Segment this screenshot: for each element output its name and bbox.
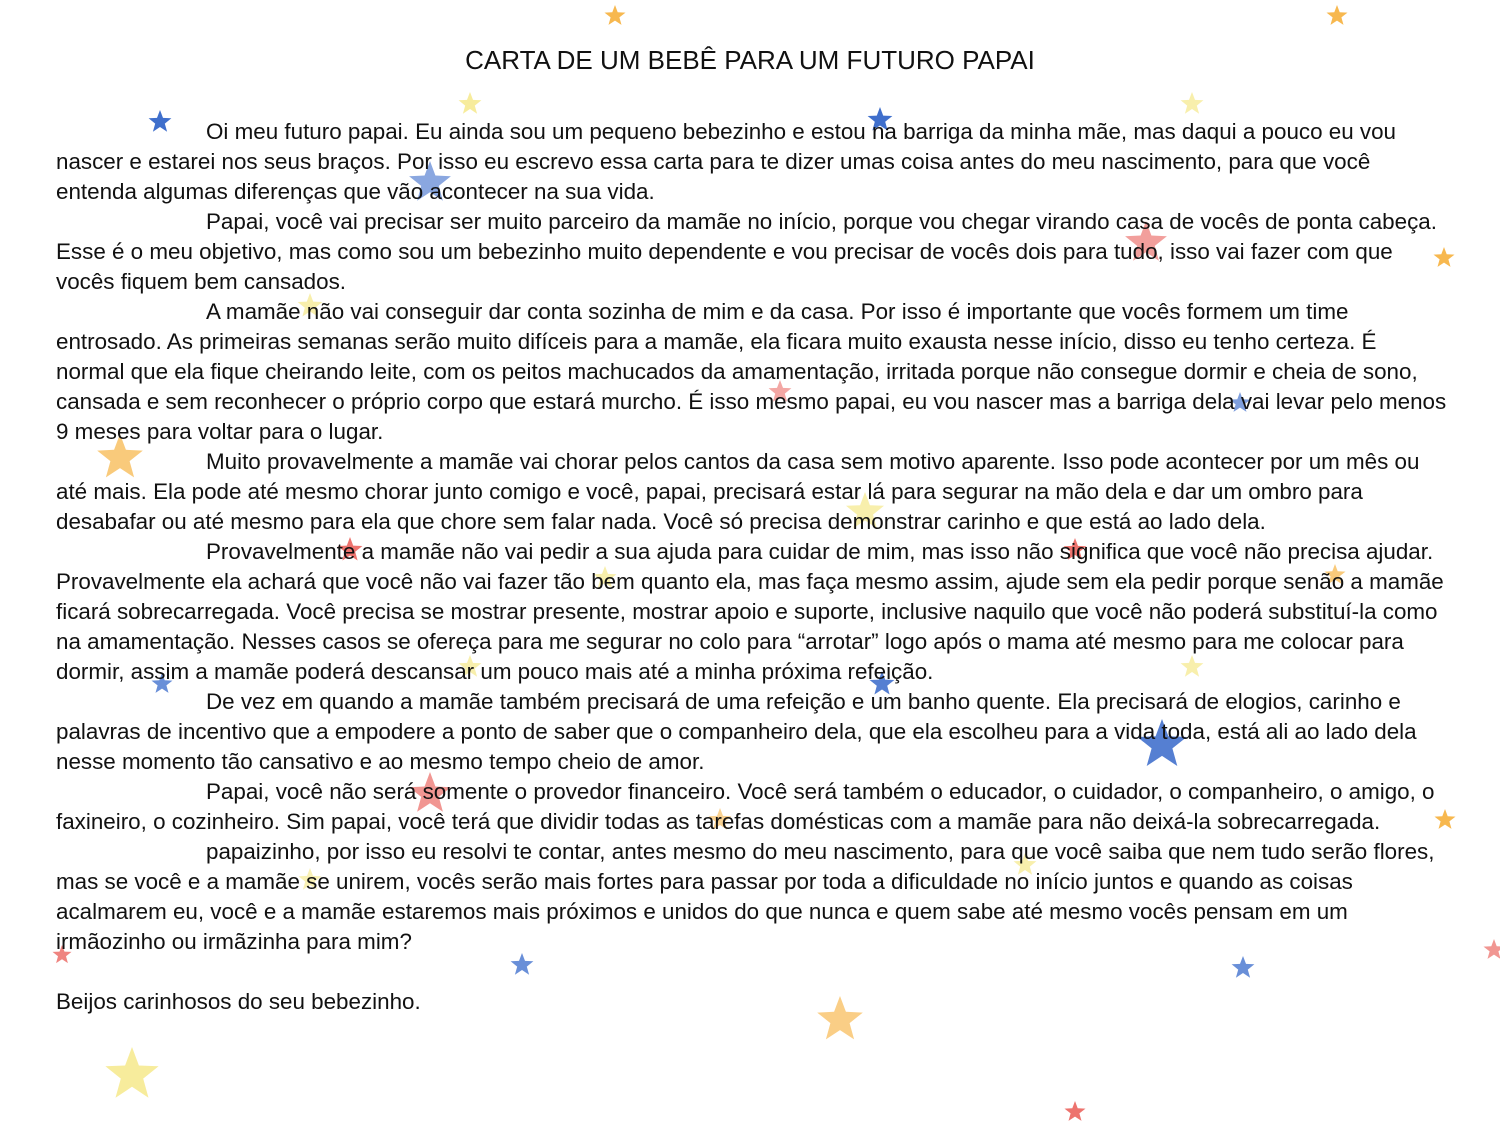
letter-body [56, 117, 1448, 1017]
letter-signoff: Beijos carinhosos do seu bebezinho. [56, 989, 421, 1014]
letter-paragraph: Oi meu futuro papai. Eu ainda sou um pequeno bebezinho e estou na barriga da minha mãe, mas daqui a pouco eu vou nascer e estarei nos seus braços. Por isso eu escrevo essa carta para te dizer umas coisa antes do meu nascimento, para que você entenda algumas diferenças que vão acontecer na sua vida. [56, 119, 1396, 204]
letter-paragraph: Muito provavelmente a mamãe vai chorar pelos cantos da casa sem motivo aparente. Isso pode acontecer por um mês ou até mais. Ela pode até mesmo chorar junto comigo e você, papai, precisará estar lá para segurar na mão dela e dar um ombro para desabafar ou até mesmo para ela que chore sem falar nada. Você só precisa demonstrar carinho e que está ao lado dela. [56, 449, 1420, 534]
letter-paragraph: A mamãe não vai conseguir dar conta sozinha de mim e da casa. Por isso é importante que vocês formem um time entrosado. As primeiras semanas serão muito difíceis para a mamãe, ela ficara muito exausta nesse início, disso eu tenho certeza. É normal que ela fique cheirando leite, com os peitos machucados da amamentação, irritada porque não consegue dormir e cheia de sono, cansada e sem reconhecer o próprio corpo que estará murcho. É isso mesmo papai, eu vou nascer mas a barriga dela vai levar pelo menos 9 meses para voltar para o lugar. [56, 299, 1447, 444]
letter-title: CARTA DE UM BEBÊ PARA UM FUTURO PAPAI [465, 45, 1035, 75]
letter-paragraph: De vez em quando a mamãe também precisará de uma refeição e um banho quente. Ela precisará de elogios, carinho e palavras de incentivo que a empodere a ponto de saber que o companheiro dela, que ela escolheu para a vida toda, está ali ao lado dela nesse momento tão cansativo e ao mesmo tempo cheio de amor. [56, 689, 1417, 774]
letter-paragraph: Papai, você não será somente o provedor financeiro. Você será também o educador, o cuidador, o companheiro, o amigo, o faxineiro, o cozinheiro. Sim papai, você terá que dividir todas as tarefas domésticas com a mamãe para não deixá-la sobrecarregada. [56, 779, 1435, 834]
letter-paragraph: papaizinho, por isso eu resolvi te contar, antes mesmo do meu nascimento, para que você saiba que nem tudo serão flores, mas se você e a mamãe se unirem, vocês serão mais fortes para passar por toda a dificuldade no início juntos e quando as coisas acalmarem eu, você e a mamãe estaremos mais próximos e unidos do que nunca e quem sabe até mesmo vocês pensam em um irmãozinho ou irmãzinha para mim? [56, 839, 1435, 954]
letter-paragraph: Papai, você vai precisar ser muito parceiro da mamãe no início, porque vou chegar virando casa de vocês de ponta cabeça. Esse é o meu objetivo, mas como sou um bebezinho muito dependente e vou precisar de vocês dois para tudo, isso vai fazer com que vocês fiquem bem cansados. [56, 209, 1437, 294]
letter-paragraph: Provavelmente a mamãe não vai pedir a sua ajuda para cuidar de mim, mas isso não significa que você não precisa ajudar. Provavelmente ela achará que você não vai fazer tão bem quanto ela, mas faça mesmo assim, ajude sem ela pedir porque senão a mamãe ficará sobrecarregada. Você precisa se mostrar presente, mostrar apoio e suporte, inclusive naquilo que você não poderá substituí-la como na amamentação. Nesses casos se ofereça para me segurar no colo para “arrotar” logo após o mama até mesmo para me colocar para dormir, assim a mamãe poderá descansar um pouco mais até a minha próxima refeição. [56, 539, 1444, 684]
